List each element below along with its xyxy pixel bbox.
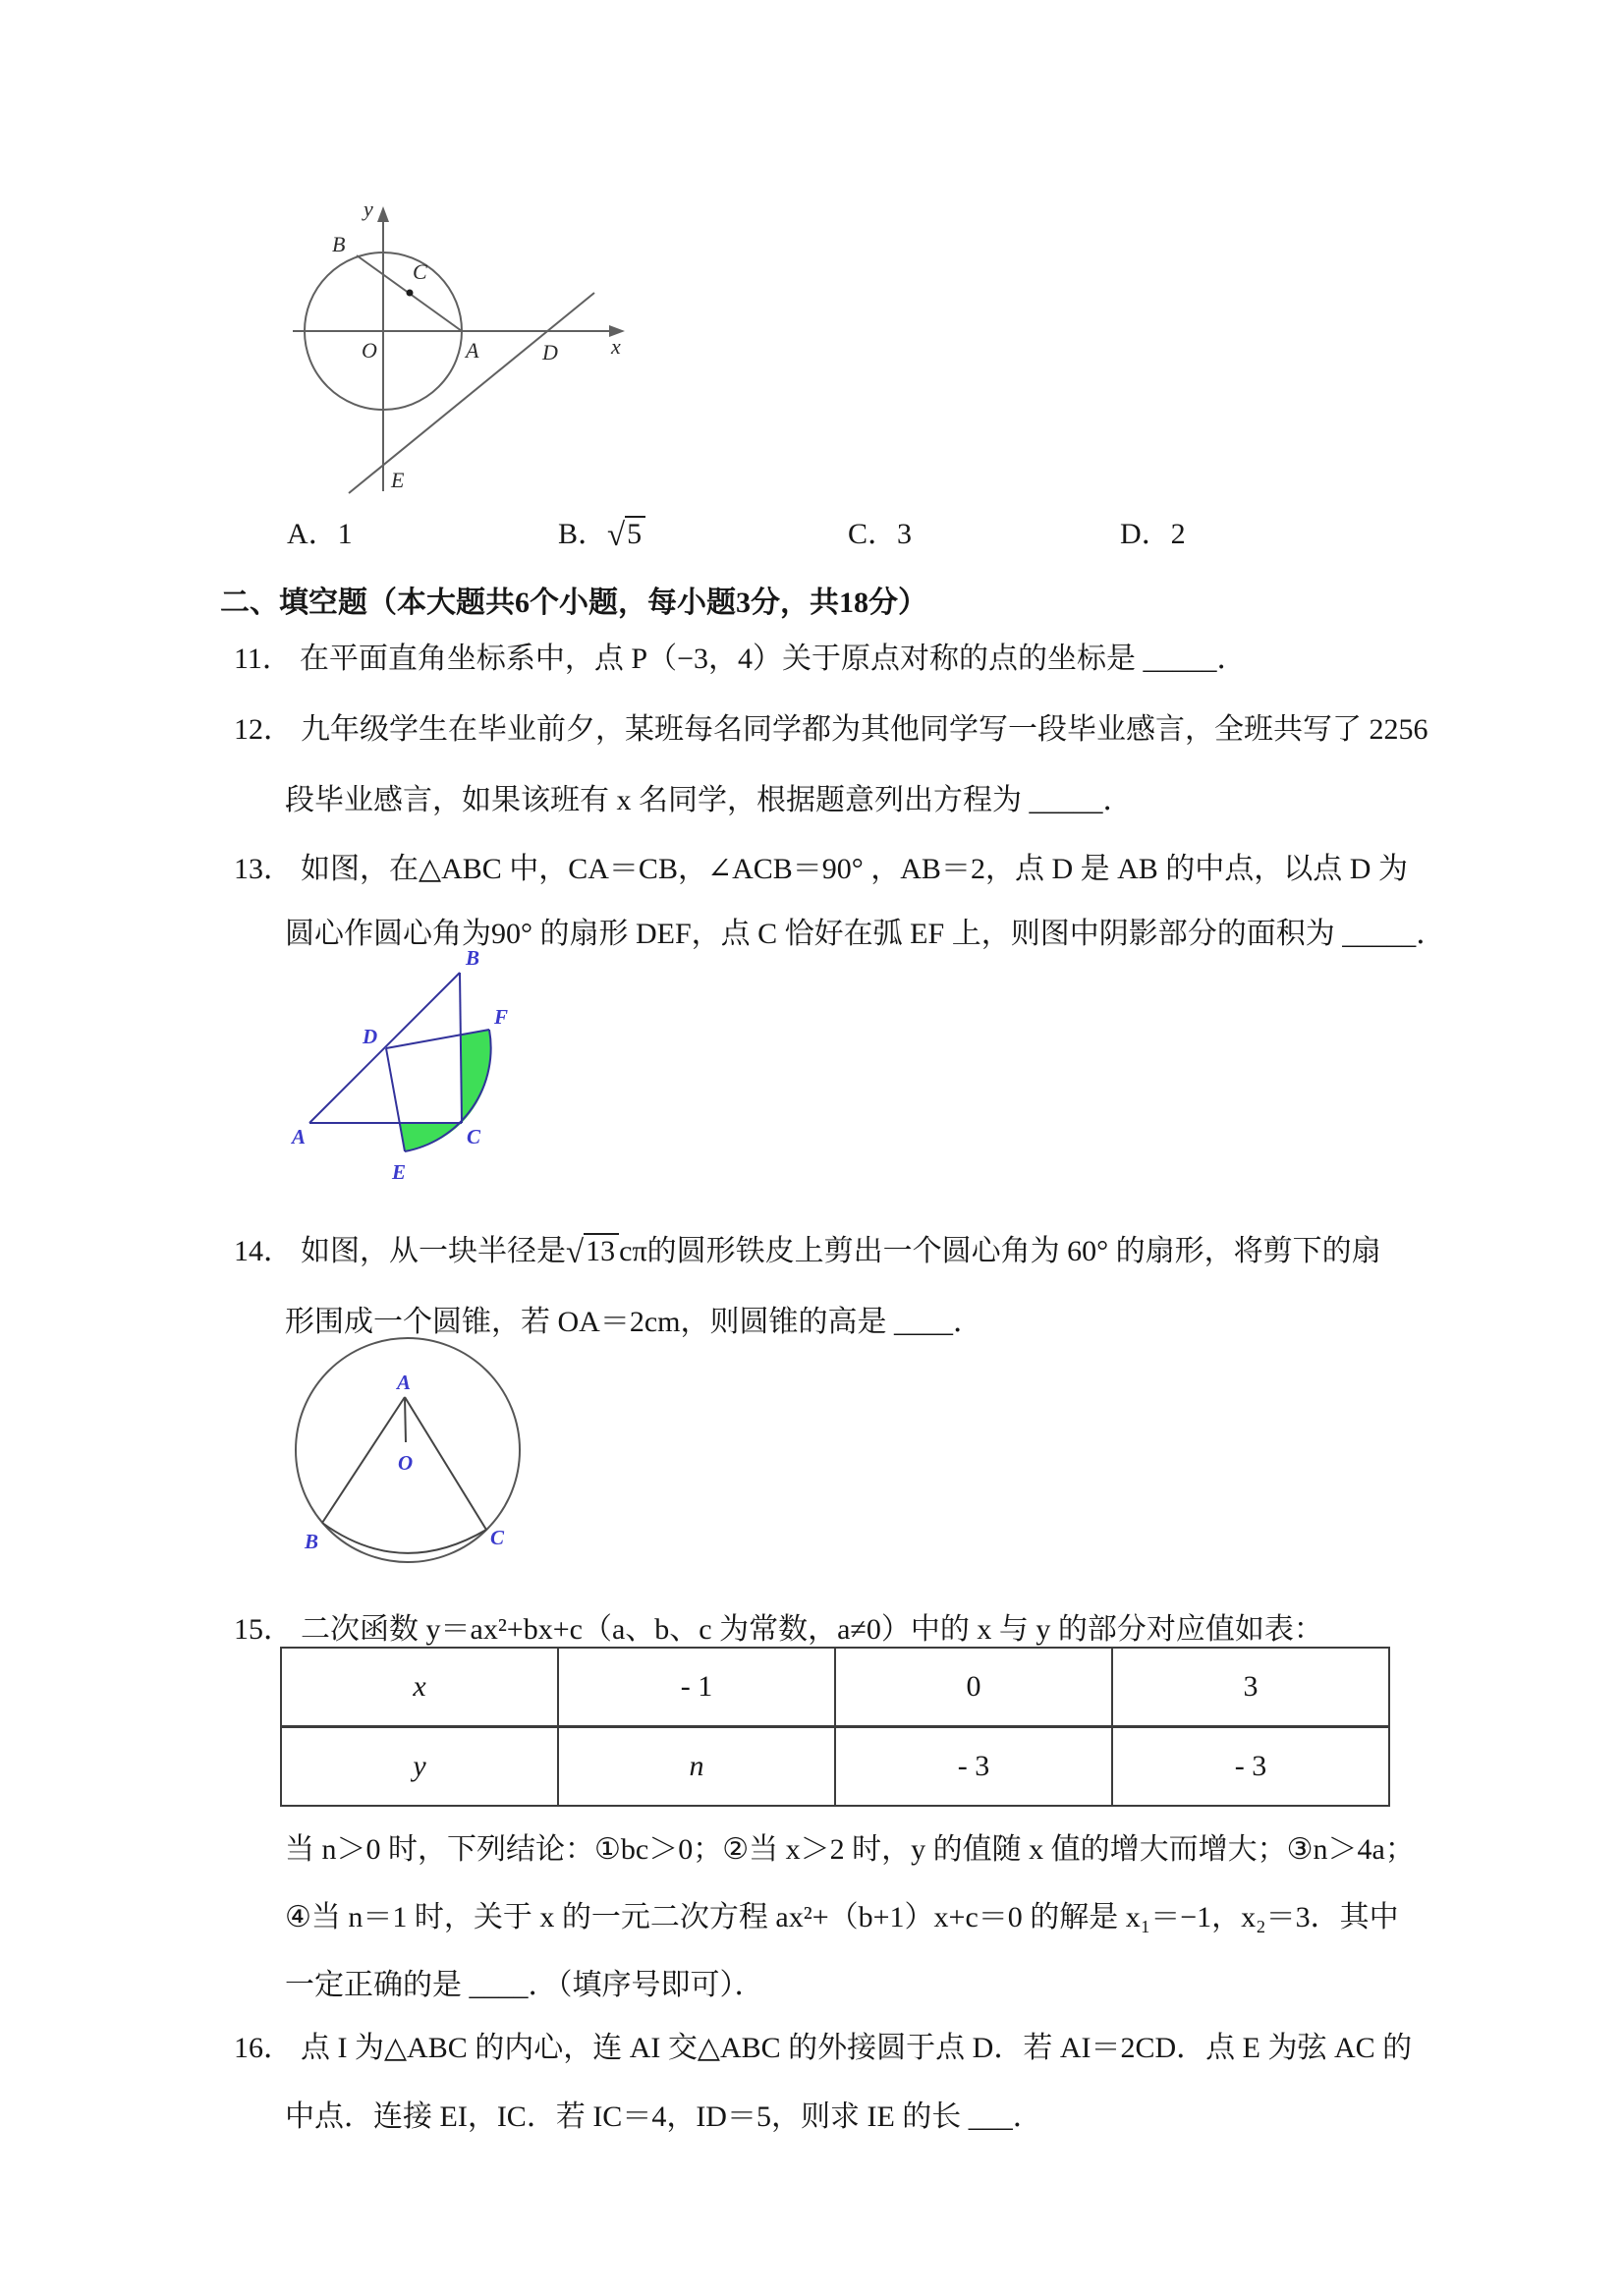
label-c: C (490, 1526, 505, 1549)
question-14-text1a: 如图，从一块半径是 (301, 1235, 566, 1267)
option-a: A．1 (287, 518, 353, 550)
side-BC (460, 973, 462, 1123)
question-16-text1: 点 I 为△ABC 的内心，连 AI 交△ABC 的外接圆于点 D．若 AI＝2CD．点 E 为弦 AC 的 (301, 2032, 1413, 2064)
question-12-number: 12． (234, 713, 293, 746)
label-b: B (332, 232, 346, 256)
q13-figure (251, 941, 526, 1216)
option-b (558, 516, 645, 553)
label-e: E (392, 1160, 407, 1184)
table-cell: n (558, 1727, 835, 1807)
label-f: F (494, 1005, 509, 1029)
label-y: y (364, 196, 373, 221)
label-c: C (413, 259, 427, 284)
question-12-text1: 九年级学生在毕业前夕，某班每名同学都为其他同学写一段毕业感言，全班共写了 2256 (301, 713, 1428, 746)
question-14-radicand: 13 (584, 1233, 619, 1269)
table-row-x (281, 1648, 1389, 1727)
table-cell: - 3 (835, 1727, 1112, 1807)
label-x: x (611, 334, 621, 359)
point-c-dot (407, 290, 414, 297)
q10-figure (246, 138, 629, 501)
y-axis-arrow-icon (377, 206, 389, 222)
label-b: B (305, 1530, 319, 1553)
label-d: D (542, 340, 558, 364)
question-15-line1 (234, 1611, 1323, 1649)
option-b-radicand: 5 (625, 516, 645, 552)
label-d: D (363, 1025, 378, 1048)
question-14-number: 14． (234, 1235, 293, 1267)
q14-figure (283, 1332, 538, 1588)
question-16-number: 16． (234, 2032, 293, 2064)
table-row-y (281, 1727, 1389, 1807)
table-cell: 0 (835, 1648, 1112, 1727)
q15-value-table (280, 1647, 1390, 1807)
table-cell: y (281, 1727, 558, 1807)
question-13-line2: 圆心作圆心角为90° 的扇形 DEF，点 C 恰好在弧 EF 上，则图中阴影部分的面积为 _____． (285, 918, 1446, 950)
label-b: B (466, 946, 480, 970)
question-15-number: 15． (234, 1613, 293, 1646)
question-14-line1 (234, 1233, 1381, 1270)
option-c: C．3 (848, 518, 913, 550)
question-12-line2: 段毕业感言，如果该班有 x 名同学，根据题意列出方程为 _____． (285, 784, 1133, 816)
question-14-text1b: cπ的圆形铁皮上剪出一个圆心角为 60° 的扇形，将剪下的扇 (619, 1235, 1381, 1267)
label-o: O (362, 338, 377, 363)
question-13-line1 (234, 851, 1408, 888)
table-cell: - 3 (1112, 1727, 1389, 1807)
label-e: E (391, 468, 405, 492)
question-11 (234, 641, 1247, 678)
label-c: C (467, 1125, 481, 1148)
question-11-text: 在平面直角坐标系中，点 P（−3，4）关于原点对称的点的坐标是 _____． (299, 643, 1247, 675)
label-a: A (292, 1125, 307, 1148)
option-b-key: B． (558, 518, 608, 550)
segment-AO (405, 1397, 406, 1442)
section-header: 二、填空题（本大题共6个小题，每小题3分，共18分） (220, 587, 927, 619)
question-13-text1: 如图，在△ABC 中，CA＝CB，∠ACB＝90° ，AB＝2，点 D 是 AB 的中点，以点 D 为 (301, 853, 1408, 885)
segment-AC (405, 1397, 486, 1530)
question-16-line1 (234, 2030, 1412, 2067)
line-ED (349, 293, 594, 493)
table-cell: x (281, 1648, 558, 1727)
option-d: D．2 (1120, 518, 1186, 550)
label-a: A (466, 338, 479, 363)
question-14-line2: 形围成一个圆锥，若 OA＝2cm，则圆锥的高是 ____． (285, 1306, 982, 1338)
label-o: O (398, 1451, 414, 1475)
shaded-region-bottom (400, 1123, 462, 1151)
question-16-line2: 中点．连接 EI，IC．若 IC＝4，ID＝5，则求 IE 的长 ___． (285, 2100, 1042, 2133)
radius-DE (386, 1048, 405, 1151)
sqrt-icon: √ (566, 1235, 585, 1270)
question-15-conclusion1: 当 n＞0 时，下列结论：①bc＞0；②当 x＞2 时，y 的值随 x 值的增大而增大；③n＞4a； (285, 1833, 1415, 1866)
question-11-number: 11． (234, 643, 292, 675)
question-15-text1: 二次函数 y＝ax²+bx+c（a、b、c 为常数，a≠0）中的 x 与 y 的部分对应值如表： (301, 1613, 1323, 1646)
question-13-number: 13． (234, 853, 293, 885)
table-cell: - 1 (558, 1648, 835, 1727)
question-15-conclusion3: 一定正确的是 ____．（填序号即可）． (285, 1969, 764, 2001)
side-AB (309, 973, 460, 1123)
question-12-line1 (234, 711, 1428, 749)
segment-AB (322, 1397, 405, 1523)
question-15-conclusion2: ④当 n＝1 时，关于 x 的一元二次方程 ax²+（b+1）x+c＝0 的解是 x₁＝−1，x₂＝3．其中 (285, 1901, 1399, 1933)
label-a: A (397, 1371, 412, 1394)
table-cell: 3 (1112, 1648, 1389, 1727)
sqrt-icon: √ (607, 518, 626, 553)
